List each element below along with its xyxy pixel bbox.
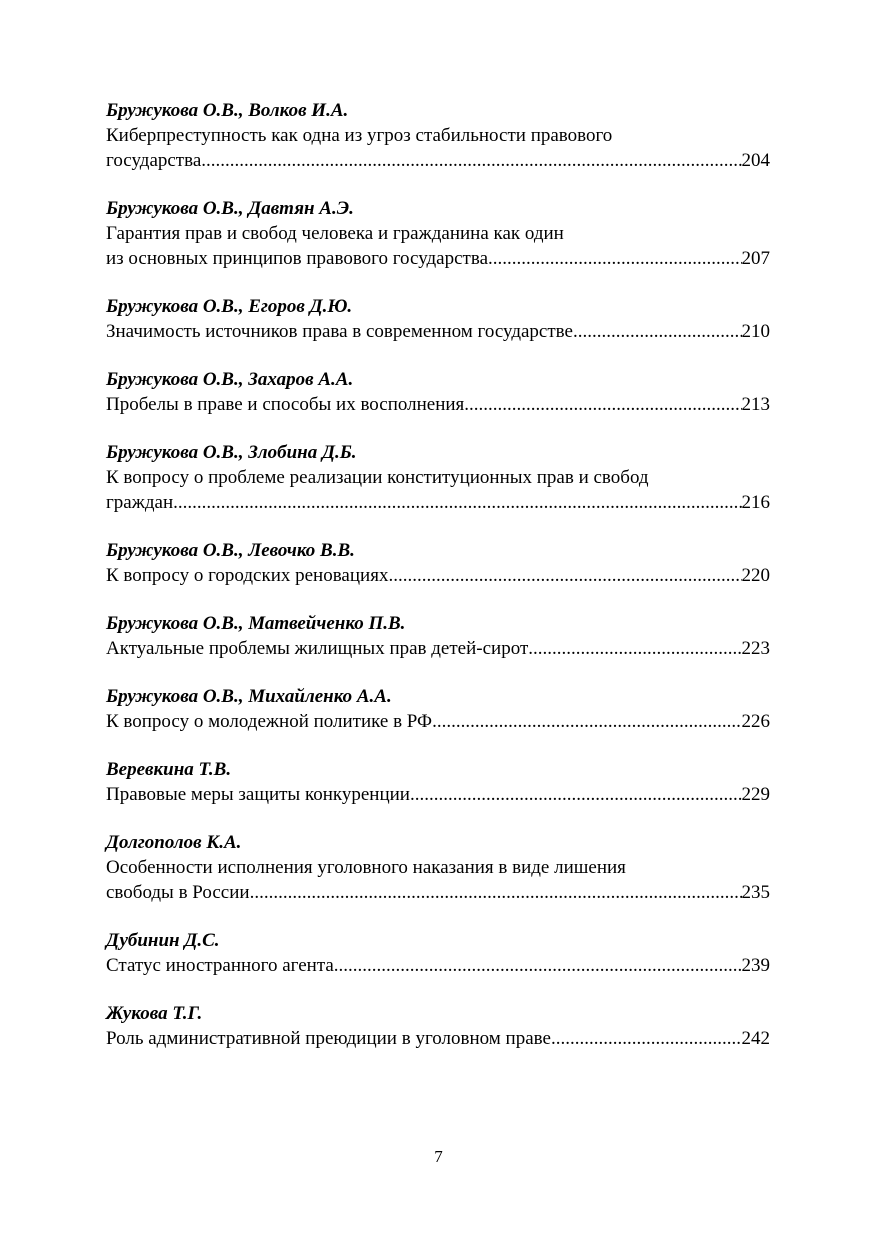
entry-title-line: Особенности исполнения уголовного наказания в виде лишения <box>106 857 626 878</box>
dot-leader <box>410 782 742 807</box>
entry-authors: Дубинин Д.С. <box>106 930 220 951</box>
entry-page-number: 210 <box>741 321 770 342</box>
entry-title-text: Значимость источников права в современном государстве <box>106 321 573 342</box>
entry-page-number: 213 <box>741 394 770 415</box>
entry-title-text: Правовые меры защиты конкуренции <box>106 784 410 805</box>
entry-title-line: Киберпреступность как одна из угроз стабильности правового <box>106 125 613 146</box>
entry-title-text: Актуальные проблемы жилищных прав детей-сирот <box>106 638 529 659</box>
entry-title-text: государства <box>106 150 202 171</box>
entry-title-text: К вопросу о молодежной политике в РФ <box>106 711 433 732</box>
entry-title-text: Роль административной преюдиции в уголовном праве <box>106 1028 551 1049</box>
dot-leader <box>432 709 741 734</box>
entry-title-text: свободы в России <box>106 882 250 903</box>
entry-authors: Бружукова О.В., Волков И.А. <box>106 100 349 121</box>
entry-page-number: 223 <box>741 638 770 659</box>
toc-entry <box>106 294 770 344</box>
toc-entry <box>106 367 770 417</box>
toc-entry <box>106 830 770 905</box>
toc-entry <box>106 757 770 807</box>
entry-title-line: Гарантия прав и свобод человека и гражданина как один <box>106 223 564 244</box>
entry-title-last-line <box>106 246 770 271</box>
toc-entry <box>106 196 770 271</box>
entry-title-text: из основных принципов правового государства <box>106 248 489 269</box>
toc-entry <box>106 440 770 515</box>
dot-leader <box>388 563 741 588</box>
entry-title-last-line <box>106 490 770 515</box>
entry-authors: Бружукова О.В., Михайленко А.А. <box>106 686 392 707</box>
dot-leader <box>201 148 741 173</box>
toc-entry <box>106 611 770 661</box>
dot-leader <box>528 636 741 661</box>
entry-title-last-line <box>106 563 770 588</box>
entry-title-text: Статус иностранного агента <box>106 955 334 976</box>
entry-page-number: 226 <box>741 711 770 732</box>
entry-page-number: 220 <box>741 565 770 586</box>
entry-title-last-line <box>106 1026 770 1051</box>
dot-leader <box>488 246 741 271</box>
entry-title-last-line <box>106 880 770 905</box>
entry-page-number: 204 <box>741 150 770 171</box>
entry-authors: Долгополов К.А. <box>106 832 242 853</box>
toc-entry <box>106 1001 770 1051</box>
page-number: 7 <box>434 1147 443 1166</box>
entry-title-last-line <box>106 709 770 734</box>
entry-title-text: граждан <box>106 492 174 513</box>
entry-title-last-line <box>106 148 770 173</box>
entry-authors: Бружукова О.В., Давтян А.Э. <box>106 198 354 219</box>
dot-leader <box>250 880 742 905</box>
entry-page-number: 229 <box>741 784 770 805</box>
toc-entry <box>106 928 770 978</box>
entry-title-last-line <box>106 953 770 978</box>
entry-authors: Жукова Т.Г. <box>106 1003 203 1024</box>
dot-leader <box>573 319 742 344</box>
entry-title-last-line <box>106 782 770 807</box>
entry-authors: Бружукова О.В., Захаров А.А. <box>106 369 354 390</box>
toc-entry <box>106 538 770 588</box>
toc-entry <box>106 684 770 734</box>
entry-authors: Бружукова О.В., Левочко В.В. <box>106 540 355 561</box>
table-of-contents <box>106 98 770 1074</box>
entry-title-last-line <box>106 319 770 344</box>
entry-page-number: 216 <box>741 492 770 513</box>
entry-authors: Веревкина Т.В. <box>106 759 232 780</box>
entry-title-text: Пробелы в праве и способы их восполнения <box>106 394 465 415</box>
dot-leader <box>334 953 742 978</box>
entry-authors: Бружукова О.В., Егоров Д.Ю. <box>106 296 353 317</box>
toc-entry <box>106 98 770 173</box>
entry-title-text: К вопросу о городских реновациях <box>106 565 389 586</box>
entry-authors: Бружукова О.В., Злобина Д.Б. <box>106 442 357 463</box>
dot-leader <box>464 392 741 417</box>
entry-authors: Бружукова О.В., Матвейченко П.В. <box>106 613 406 634</box>
entry-page-number: 207 <box>741 248 770 269</box>
entry-page-number: 239 <box>741 955 770 976</box>
entry-title-last-line <box>106 636 770 661</box>
entry-page-number: 242 <box>741 1028 770 1049</box>
entry-page-number: 235 <box>741 882 770 903</box>
dot-leader <box>173 490 741 515</box>
dot-leader <box>551 1026 742 1051</box>
entry-title-last-line <box>106 392 770 417</box>
entry-title-line: К вопросу о проблеме реализации конституционных прав и свобод <box>106 467 649 488</box>
